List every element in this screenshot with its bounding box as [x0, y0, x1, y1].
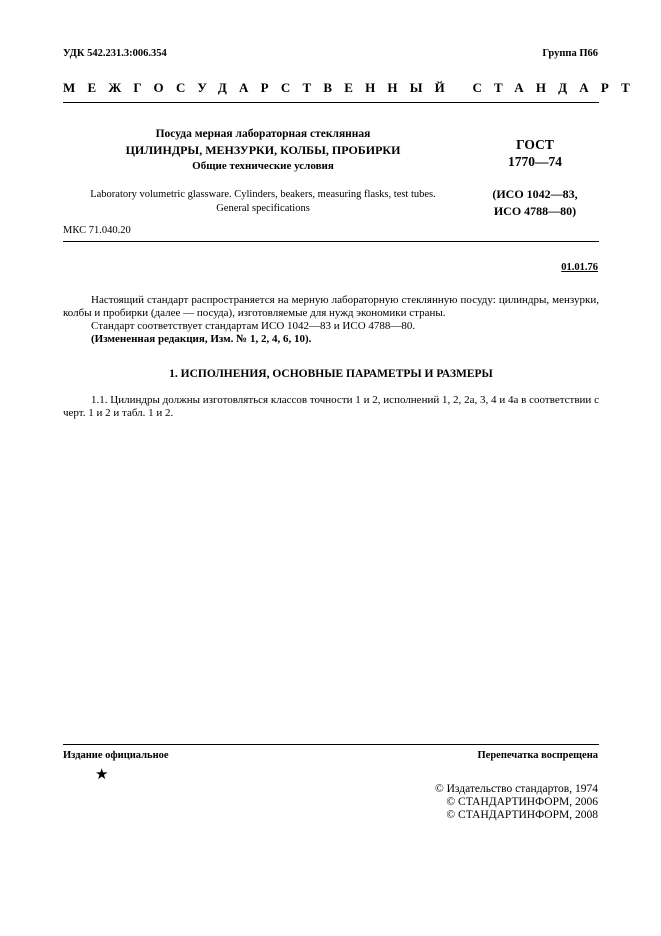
standard-banner: МЕЖГОСУДАРСТВЕННЫЙ СТАНДАРТ: [63, 80, 643, 95]
amendment-note: (Измененная редакция, Изм. № 1, 2, 4, 6, 10).: [91, 333, 312, 345]
mks-code: МКС 71.040.20: [63, 225, 131, 236]
gost-label: ГОСТ: [516, 137, 554, 152]
iso-equivalents: [474, 186, 596, 220]
iso-ref-1: (ИСО 1042—83,: [492, 187, 578, 201]
section-heading: 1. ИСПОЛНЕНИЯ, ОСНОВНЫЕ ПАРАМЕТРЫ И РАЗМЕРЫ: [169, 368, 493, 380]
title-en-line1: Laboratory volumetric glassware. Cylinders, beakers, measuring flasks, test tubes.: [90, 189, 436, 200]
copyright-line: © СТАНДАРТИНФОРМ, 2006: [446, 796, 598, 808]
effective-date: 01.01.76: [561, 262, 598, 273]
title-en-line2: General specifications: [216, 203, 310, 214]
gost-number: 1770—74: [508, 154, 562, 169]
title-ru-line2: ЦИЛИНДРЫ, МЕНЗУРКИ, КОЛБЫ, ПРОБИРКИ: [125, 143, 401, 157]
bottom-divider: [63, 744, 599, 745]
clause-block: [63, 394, 599, 420]
title-ru-line1: Посуда мерная лабораторная стеклянная: [155, 128, 371, 140]
iso-ref-2: ИСО 4788—80): [493, 204, 577, 218]
copyright-block: [435, 783, 598, 822]
scope-section: [63, 294, 599, 346]
clause-1-1: 1.1. Цилиндры должны изготовляться классов точности 1 и 2, исполнений 1, 2, 2а, 3, 4 и 4а в соответствии с черт. 1 и 2 и табл. 1 и 2.: [63, 394, 599, 419]
top-divider: [63, 102, 599, 103]
english-title-block: [63, 188, 463, 216]
compliance-paragraph: Стандарт соответствует стандартам ИСО 1042—83 и ИСО 4788—80.: [91, 320, 416, 332]
middle-divider: [63, 241, 599, 242]
scope-paragraph: Настоящий стандарт распространяется на мерную лабораторную стеклянную посуду: цилиндры, мензурки, колбы и пробирки (далее — посуда), изготовляемые для нужд экономики страны.: [63, 294, 599, 319]
copyright-line: © Издательство стандартов, 1974: [434, 783, 598, 795]
gost-designation: [474, 136, 596, 170]
title-ru-line3: Общие технические условия: [192, 160, 334, 172]
star-icon: ★: [95, 767, 109, 783]
official-edition-label: Издание официальное: [63, 750, 169, 761]
russian-title-block: [63, 126, 463, 175]
group-code: Группа П66: [542, 48, 598, 59]
udk-code: УДК 542.231.3:006.354: [63, 48, 167, 59]
copyright-line: © СТАНДАРТИНФОРМ, 2008: [446, 809, 598, 821]
reprint-prohibited-label: Перепечатка воспрещена: [477, 750, 598, 761]
